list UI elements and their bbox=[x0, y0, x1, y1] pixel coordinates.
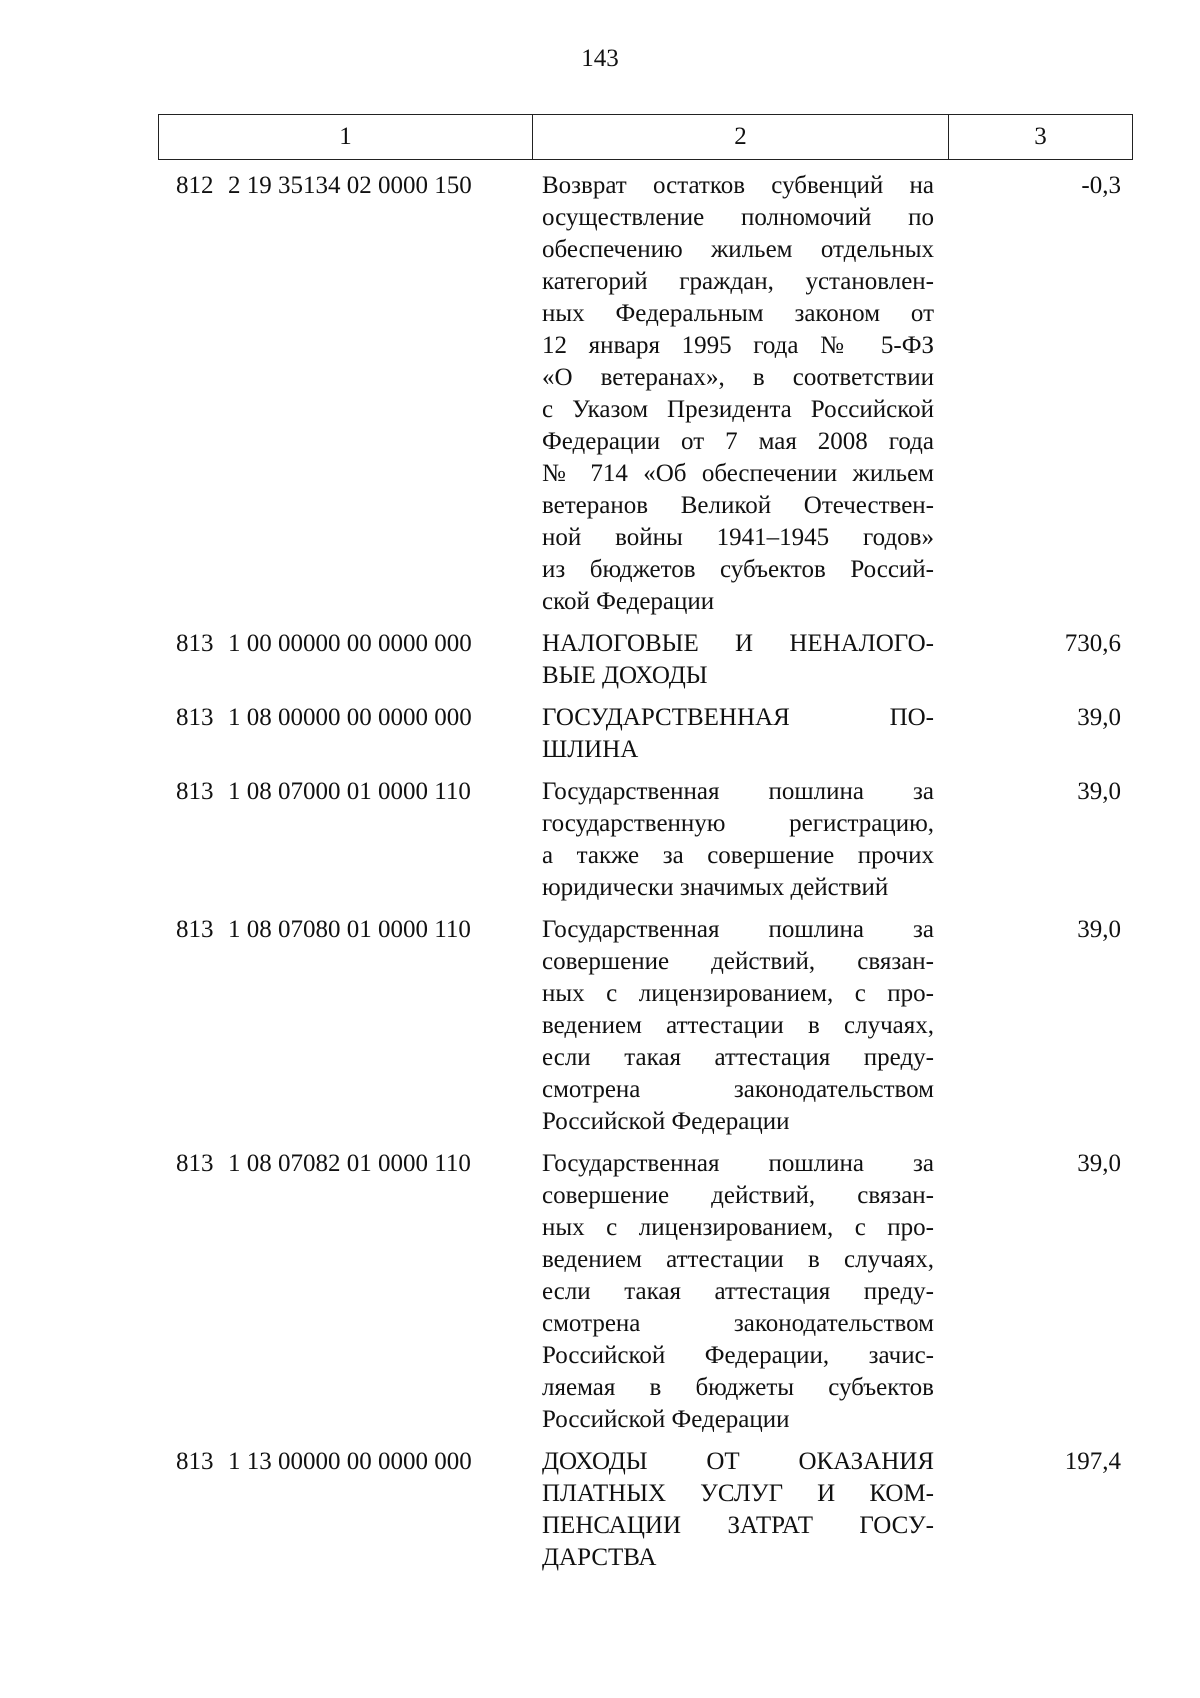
amount-value: -0,3 bbox=[1081, 172, 1121, 199]
table-row bbox=[158, 766, 1133, 904]
budget-classification-code: 1 08 07080 01 0000 110 bbox=[228, 916, 471, 943]
budget-classification-code: 2 19 35134 02 0000 150 bbox=[228, 172, 472, 199]
revenue-name-line: государственную регистрацию, bbox=[542, 810, 934, 837]
revenue-name-line: ДОХОДЫ ОТ ОКАЗАНИЯ bbox=[542, 1448, 934, 1475]
table-row bbox=[158, 904, 1133, 1138]
table-row bbox=[158, 618, 1133, 692]
table-row bbox=[158, 160, 1133, 618]
revenue-name-line: ветеранов Великой Отечествен- bbox=[542, 492, 934, 519]
amount-value: 39,0 bbox=[1077, 916, 1121, 943]
revenue-name-line: «О ветеранах», в соответствии bbox=[542, 364, 934, 391]
revenue-name-line: совершение действий, связан- bbox=[542, 1182, 934, 1209]
header-col-1: 1 bbox=[159, 115, 533, 159]
revenue-name bbox=[531, 776, 946, 904]
revenue-name bbox=[531, 628, 946, 692]
revenue-name-line: Возврат остатков субвенций на bbox=[542, 172, 934, 199]
admin-code: 813 bbox=[176, 916, 214, 943]
table-row bbox=[158, 692, 1133, 766]
revenue-name-line: ШЛИНА bbox=[542, 736, 639, 763]
revenue-name-line: если такая аттестация преду- bbox=[542, 1278, 934, 1305]
revenue-name-line: ляемая в бюджеты субъектов bbox=[542, 1374, 934, 1401]
revenue-name-line: 12 января 1995 года № 5-ФЗ bbox=[542, 332, 934, 359]
amount-value: 730,6 bbox=[1064, 630, 1121, 657]
revenue-name-line: ПЕНСАЦИИ ЗАТРАТ ГОСУ- bbox=[542, 1512, 934, 1539]
revenue-name bbox=[531, 170, 946, 618]
revenue-name-line: ных с лицензированием, с про- bbox=[542, 980, 934, 1007]
revenue-name-line: Государственная пошлина за bbox=[542, 778, 934, 805]
amount-value: 39,0 bbox=[1077, 778, 1121, 805]
revenue-name-line: а также за совершение прочих bbox=[542, 842, 934, 869]
budget-classification-code: 1 08 07082 01 0000 110 bbox=[228, 1150, 471, 1177]
revenue-name-line: с Указом Президента Российской bbox=[542, 396, 934, 423]
revenue-name-line: № 714 «Об обеспечении жильем bbox=[542, 460, 934, 487]
table-header bbox=[158, 114, 1133, 160]
revenue-name-line: смотрена законодательством bbox=[542, 1076, 934, 1103]
revenue-name-line: Государственная пошлина за bbox=[542, 916, 934, 943]
revenue-name-line: ведением аттестации в случаях, bbox=[542, 1012, 934, 1039]
revenue-name-line: НАЛОГОВЫЕ И НЕНАЛОГО- bbox=[542, 630, 934, 657]
table-row bbox=[158, 1436, 1133, 1574]
revenue-name-line: категорий граждан, установлен- bbox=[542, 268, 934, 295]
revenue-name-line: из бюджетов субъектов Россий- bbox=[542, 556, 934, 583]
revenue-name-line: Российской Федерации bbox=[542, 1108, 790, 1135]
revenue-name-line: обеспечению жильем отдельных bbox=[542, 236, 934, 263]
revenue-name-line: совершение действий, связан- bbox=[542, 948, 934, 975]
revenue-name-line: Российской Федерации bbox=[542, 1406, 790, 1433]
revenue-name-line: ной войны 1941–1945 годов» bbox=[542, 524, 934, 551]
revenue-name-line: Государственная пошлина за bbox=[542, 1150, 934, 1177]
revenue-name-line: юридически значимых действий bbox=[542, 874, 889, 901]
header-col-2: 2 bbox=[533, 115, 949, 159]
amount-value: 39,0 bbox=[1077, 1150, 1121, 1177]
revenue-name-line: осуществление полномочий по bbox=[542, 204, 934, 231]
budget-classification-code: 1 13 00000 00 0000 000 bbox=[228, 1448, 472, 1475]
revenue-name-line: ведением аттестации в случаях, bbox=[542, 1246, 934, 1273]
revenue-name bbox=[531, 914, 946, 1138]
amount-value: 197,4 bbox=[1064, 1448, 1121, 1475]
revenue-name-line: если такая аттестация преду- bbox=[542, 1044, 934, 1071]
revenue-name-line: Федерации от 7 мая 2008 года bbox=[542, 428, 934, 455]
table-body bbox=[158, 160, 1133, 1574]
admin-code: 813 bbox=[176, 630, 214, 657]
revenue-name-line: ных Федеральным законом от bbox=[542, 300, 934, 327]
admin-code: 813 bbox=[176, 704, 214, 731]
revenue-name-line: смотрена законодательством bbox=[542, 1310, 934, 1337]
budget-classification-code: 1 08 07000 01 0000 110 bbox=[228, 778, 471, 805]
budget-classification-code: 1 00 00000 00 0000 000 bbox=[228, 630, 472, 657]
revenue-name bbox=[531, 1446, 946, 1574]
admin-code: 813 bbox=[176, 1448, 214, 1475]
revenue-name bbox=[531, 702, 946, 766]
revenue-name-line: ДАРСТВА bbox=[542, 1544, 657, 1571]
admin-code: 813 bbox=[176, 1150, 214, 1177]
revenue-name-line: ПЛАТНЫХ УСЛУГ И КОМ- bbox=[542, 1480, 934, 1507]
header-col-3: 3 bbox=[1034, 123, 1047, 150]
revenue-name bbox=[531, 1148, 946, 1436]
budget-classification-code: 1 08 00000 00 0000 000 bbox=[228, 704, 472, 731]
revenue-name-line: ВЫЕ ДОХОДЫ bbox=[542, 662, 708, 689]
table-row bbox=[158, 1138, 1133, 1436]
revenue-name-line: ГОСУДАРСТВЕННАЯ ПО- bbox=[542, 704, 934, 731]
revenue-table bbox=[158, 114, 1133, 1574]
admin-code: 812 bbox=[176, 172, 214, 199]
page-number: 143 bbox=[581, 45, 619, 72]
revenue-name-line: ных с лицензированием, с про- bbox=[542, 1214, 934, 1241]
revenue-name-line: ской Федерации bbox=[542, 588, 715, 615]
revenue-name-line: Российской Федерации, зачис- bbox=[542, 1342, 934, 1369]
admin-code: 813 bbox=[176, 778, 214, 805]
amount-value: 39,0 bbox=[1077, 704, 1121, 731]
